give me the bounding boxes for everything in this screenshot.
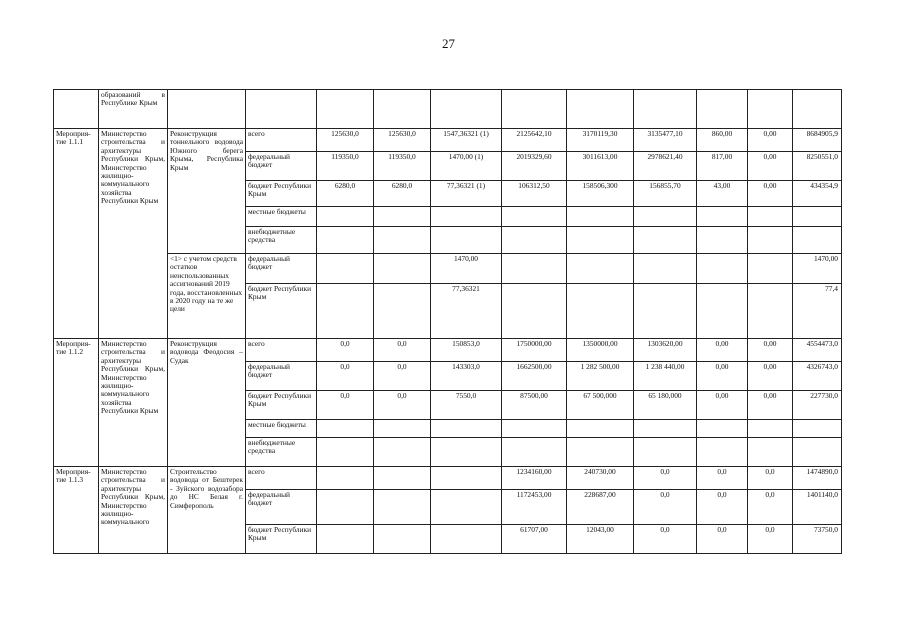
value-cell: 87500,00 (502, 391, 567, 420)
value-cell (374, 525, 431, 554)
value-cell (502, 227, 567, 254)
value-cell (567, 90, 634, 129)
value-cell: 7550,0 (431, 391, 502, 420)
value-cell (431, 490, 502, 525)
value-cell (431, 420, 502, 438)
value-cell (697, 90, 748, 129)
value-cell (317, 284, 374, 339)
value-cell: 0,0 (697, 525, 748, 554)
value-cell (634, 438, 697, 467)
activity-label: Мероприя-тие 1.1.2 (54, 339, 99, 467)
value-cell: 1350000,00 (567, 339, 634, 362)
value-cell (748, 254, 793, 284)
funding-source: внебюджетные средства (246, 438, 317, 467)
value-cell: 77,36321 (1) (431, 181, 502, 207)
value-cell: 1172453,00 (502, 490, 567, 525)
value-cell: 434354,9 (793, 181, 842, 207)
value-cell: 65 180,000 (634, 391, 697, 420)
footnote-text: <1> с учетом средств остатков неиспользованных ассигнований 2019 года, восстановленных в 2020 году на те же цели (168, 254, 246, 339)
value-cell (502, 284, 567, 339)
value-cell (748, 90, 793, 129)
value-cell (748, 207, 793, 227)
funding-source: бюджет Республики Крым (246, 284, 317, 339)
source-cell (246, 90, 317, 129)
value-cell: 228687,00 (567, 490, 634, 525)
value-cell (567, 284, 634, 339)
value-cell: 1 282 500,00 (567, 362, 634, 391)
activity-object: Строительство водовода от Бештерек - Зуйского водозабора до НС Белая г. Симферополь (168, 467, 246, 554)
value-cell (634, 254, 697, 284)
activity-label: Мероприя-тие 1.1.1 (54, 129, 99, 339)
table-row (54, 254, 842, 284)
value-cell (374, 90, 431, 129)
activity-object: Реконструкция водовода Феодосия – Судак (168, 339, 246, 467)
funding-source: федеральный бюджет (246, 152, 317, 181)
funding-source: внебюджетные средства (246, 227, 317, 254)
value-cell (502, 254, 567, 284)
funding-source: местные бюджеты (246, 420, 317, 438)
value-cell: 1547,36321 (1) (431, 129, 502, 152)
funding-source: федеральный бюджет (246, 490, 317, 525)
value-cell (697, 284, 748, 339)
value-cell (567, 207, 634, 227)
value-cell (697, 227, 748, 254)
value-cell (431, 90, 502, 129)
value-cell (793, 207, 842, 227)
value-cell: 125630,0 (374, 129, 431, 152)
value-cell (748, 420, 793, 438)
value-cell: 119350,0 (317, 152, 374, 181)
value-cell (374, 438, 431, 467)
value-cell (634, 90, 697, 129)
activity-object: Реконструкция тоннельного водовода Южного берега Крыма, Республика Крым (168, 129, 246, 254)
page-number: 27 (442, 36, 455, 51)
value-cell: 1303620,00 (634, 339, 697, 362)
value-cell (697, 420, 748, 438)
value-cell (374, 227, 431, 254)
value-cell (431, 438, 502, 467)
value-cell: 0,0 (634, 467, 697, 490)
funding-source: бюджет Республики Крым (246, 391, 317, 420)
value-cell: 6280,0 (374, 181, 431, 207)
value-cell: 240730,00 (567, 467, 634, 490)
value-cell (374, 467, 431, 490)
value-cell: 156855,70 (634, 181, 697, 207)
value-cell (431, 227, 502, 254)
value-cell: 227730,0 (793, 391, 842, 420)
value-cell (697, 438, 748, 467)
value-cell: 0,0 (634, 525, 697, 554)
value-cell: 3135477,10 (634, 129, 697, 152)
value-cell: 0,00 (748, 362, 793, 391)
value-cell: 860,00 (697, 129, 748, 152)
funding-source: всего (246, 129, 317, 152)
funding-source: бюджет Республики Крым (246, 525, 317, 554)
value-cell: 1470,00 (793, 254, 842, 284)
funding-source: местные бюджеты (246, 207, 317, 227)
value-cell (634, 420, 697, 438)
value-cell: 3011613,00 (567, 152, 634, 181)
value-cell: 1750000,00 (502, 339, 567, 362)
value-cell (317, 254, 374, 284)
value-cell: 125630,0 (317, 129, 374, 152)
value-cell: 158506,300 (567, 181, 634, 207)
value-cell: 0,0 (374, 339, 431, 362)
value-cell (567, 254, 634, 284)
value-cell: 12043,00 (567, 525, 634, 554)
value-cell: 73750,0 (793, 525, 842, 554)
value-cell: 150853,0 (431, 339, 502, 362)
executor-cell: образований в Республике Крым (99, 90, 168, 129)
value-cell (793, 438, 842, 467)
value-cell (793, 227, 842, 254)
value-cell: 6280,0 (317, 181, 374, 207)
activity-executor: Министерство строительства и архитектуры Республики Крым, Министерство жилищно-коммунального (99, 467, 168, 554)
value-cell (431, 467, 502, 490)
value-cell: 0,0 (317, 362, 374, 391)
value-cell: 1234160,00 (502, 467, 567, 490)
value-cell (634, 227, 697, 254)
value-cell: 8250551,0 (793, 152, 842, 181)
value-cell: 1470,00 (1) (431, 152, 502, 181)
value-cell: 0,00 (697, 391, 748, 420)
value-cell (502, 90, 567, 129)
value-cell (634, 284, 697, 339)
value-cell: 0,00 (748, 129, 793, 152)
value-cell: 0,0 (317, 391, 374, 420)
value-cell: 0,0 (634, 490, 697, 525)
value-cell: 1662500,00 (502, 362, 567, 391)
value-cell (793, 90, 842, 129)
value-cell: 119350,0 (374, 152, 431, 181)
value-cell: 0,0 (697, 490, 748, 525)
value-cell: 106312,50 (502, 181, 567, 207)
activity-label: Мероприя-тие 1.1.3 (54, 467, 99, 554)
value-cell (502, 438, 567, 467)
funding-source: всего (246, 467, 317, 490)
value-cell: 2125642,10 (502, 129, 567, 152)
value-cell: 67 500,000 (567, 391, 634, 420)
value-cell: 0,00 (697, 362, 748, 391)
value-cell: 0,0 (748, 490, 793, 525)
activity-executor: Министерство строительства и архитектуры Республики Крым, Министерство жилищно-коммунального хозяйства Республики Крым (99, 129, 168, 339)
funding-source: всего (246, 339, 317, 362)
value-cell: 8684905,9 (793, 129, 842, 152)
continuation-row (54, 90, 842, 129)
value-cell (634, 207, 697, 227)
value-cell: 0,00 (748, 181, 793, 207)
value-cell (374, 284, 431, 339)
table-row (54, 339, 842, 362)
value-cell: 3170119,30 (567, 129, 634, 152)
value-cell: 0,0 (374, 391, 431, 420)
value-cell (567, 227, 634, 254)
object-cell (168, 90, 246, 129)
value-cell: 0,00 (748, 391, 793, 420)
value-cell: 4554473,0 (793, 339, 842, 362)
activity-executor: Министерство строительства и архитектуры Республики Крым, Министерство жилищно-коммунального хозяйства Республики Крым (99, 339, 168, 467)
value-cell: 0,00 (748, 339, 793, 362)
value-cell (317, 490, 374, 525)
value-cell (374, 254, 431, 284)
funding-source: бюджет Республики Крым (246, 181, 317, 207)
table-row (54, 467, 842, 490)
value-cell (748, 284, 793, 339)
value-cell: 2019329,60 (502, 152, 567, 181)
value-cell (317, 525, 374, 554)
value-cell: 0,0 (748, 525, 793, 554)
value-cell (374, 490, 431, 525)
value-cell (793, 420, 842, 438)
value-cell: 1474890,0 (793, 467, 842, 490)
value-cell: 1470,00 (431, 254, 502, 284)
funding-source: федеральный бюджет (246, 254, 317, 284)
value-cell (431, 525, 502, 554)
value-cell (317, 438, 374, 467)
value-cell: 817,00 (697, 152, 748, 181)
value-cell: 0,00 (748, 152, 793, 181)
value-cell: 77,4 (793, 284, 842, 339)
value-cell (697, 254, 748, 284)
value-cell (748, 438, 793, 467)
value-cell: 0,0 (748, 467, 793, 490)
value-cell (317, 420, 374, 438)
value-cell: 0,0 (374, 362, 431, 391)
value-cell: 61707,00 (502, 525, 567, 554)
value-cell (317, 207, 374, 227)
value-cell (317, 467, 374, 490)
funding-source: федеральный бюджет (246, 362, 317, 391)
value-cell (748, 227, 793, 254)
value-cell (697, 207, 748, 227)
value-cell: 0,0 (317, 339, 374, 362)
value-cell (317, 90, 374, 129)
value-cell: 43,00 (697, 181, 748, 207)
value-cell (567, 420, 634, 438)
value-cell: 0,0 (697, 467, 748, 490)
value-cell (431, 207, 502, 227)
value-cell: 143303,0 (431, 362, 502, 391)
value-cell: 2978621,40 (634, 152, 697, 181)
value-cell (502, 207, 567, 227)
value-cell (374, 420, 431, 438)
value-cell: 0,00 (697, 339, 748, 362)
label-cell (54, 90, 99, 129)
value-cell (317, 227, 374, 254)
value-cell: 1 238 440,00 (634, 362, 697, 391)
value-cell (567, 438, 634, 467)
value-cell: 77,36321 (431, 284, 502, 339)
value-cell: 1401140,0 (793, 490, 842, 525)
table-row (54, 129, 842, 152)
budget-table (53, 89, 842, 554)
value-cell: 4326743,0 (793, 362, 842, 391)
value-cell (374, 207, 431, 227)
value-cell (502, 420, 567, 438)
